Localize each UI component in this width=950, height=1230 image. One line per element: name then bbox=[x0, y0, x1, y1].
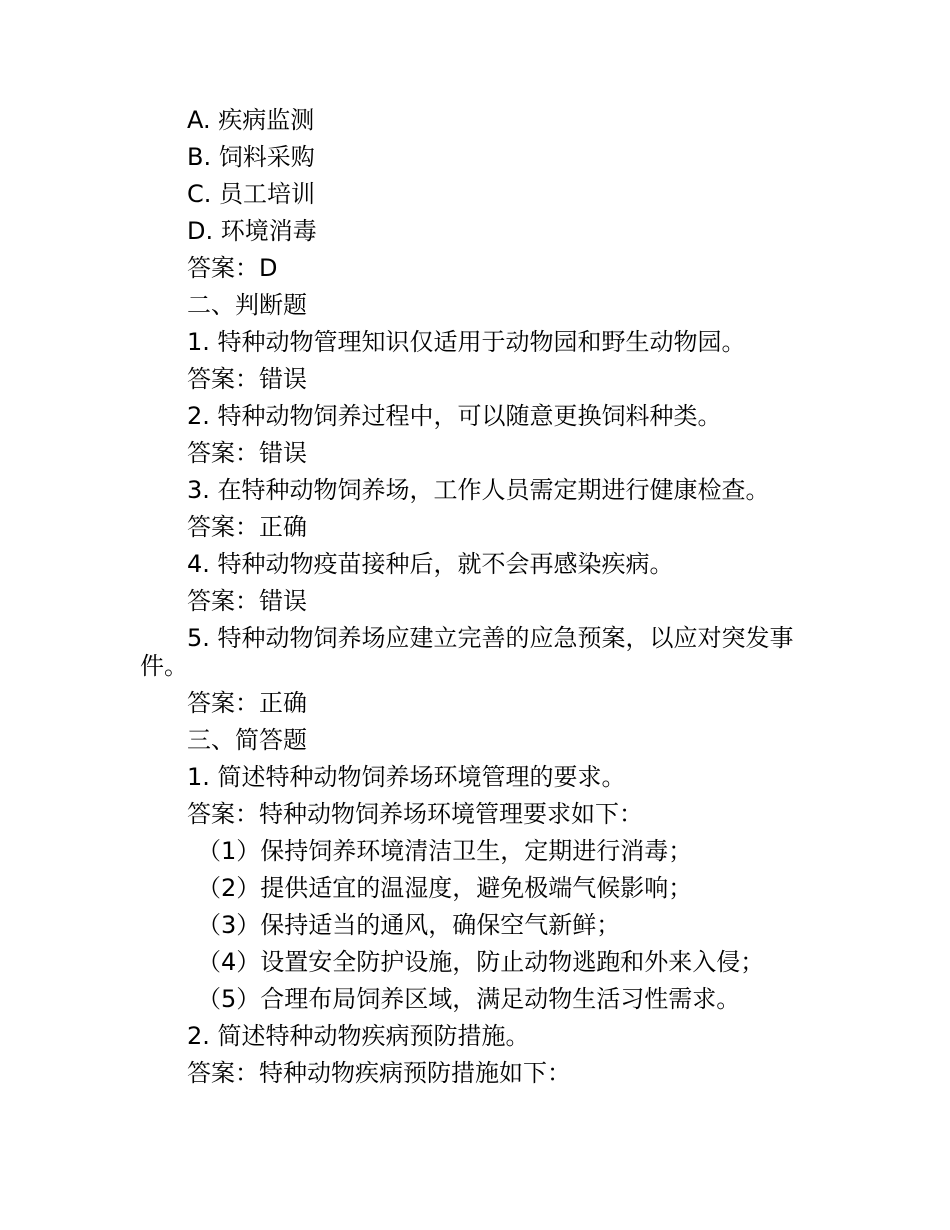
answer: 答案：特种动物饲养场环境管理要求如下： bbox=[187, 800, 643, 828]
section-heading-short-answer: 三、简答题 bbox=[187, 726, 307, 754]
question: 1. 简述特种动物饲养场环境管理的要求。 bbox=[187, 763, 626, 791]
question: 2. 特种动物饲养过程中，可以随意更换饲料种类。 bbox=[187, 402, 722, 430]
section-heading-true-false: 二、判断题 bbox=[187, 291, 307, 319]
answer-point: （1）保持饲养环境清洁卫生，定期进行消毒； bbox=[197, 837, 693, 865]
answer-point: （4）设置安全防护设施，防止动物逃跑和外来入侵； bbox=[197, 948, 765, 976]
answer: 答案：D bbox=[187, 254, 278, 282]
document-body bbox=[140, 102, 820, 1092]
option-a: A. 疾病监测 bbox=[187, 106, 315, 134]
question: 4. 特种动物疫苗接种后，就不会再感染疾病。 bbox=[187, 550, 674, 578]
answer: 答案：错误 bbox=[187, 587, 307, 615]
question: 5. 特种动物饲养场应建立完善的应急预案，以应对突发事件。 bbox=[140, 624, 794, 680]
option-d: D. 环境消毒 bbox=[187, 217, 317, 245]
question: 1. 特种动物管理知识仅适用于动物园和野生动物园。 bbox=[187, 328, 746, 356]
question: 2. 简述特种动物疾病预防措施。 bbox=[187, 1022, 530, 1050]
answer-point: （5）合理布局饲养区域，满足动物生活习性需求。 bbox=[197, 985, 741, 1013]
answer: 答案：错误 bbox=[187, 439, 307, 467]
option-b: B. 饲料采购 bbox=[187, 143, 315, 171]
answer-point: （3）保持适当的通风，确保空气新鲜； bbox=[197, 911, 621, 939]
question: 3. 在特种动物饲养场，工作人员需定期进行健康检查。 bbox=[187, 476, 770, 504]
answer: 答案：正确 bbox=[187, 513, 307, 541]
answer: 答案：错误 bbox=[187, 365, 307, 393]
answer: 答案：特种动物疾病预防措施如下： bbox=[187, 1059, 571, 1087]
answer: 答案：正确 bbox=[187, 689, 307, 717]
answer-point: （2）提供适宜的温湿度，避免极端气候影响； bbox=[197, 874, 693, 902]
option-c: C. 员工培训 bbox=[187, 180, 316, 208]
